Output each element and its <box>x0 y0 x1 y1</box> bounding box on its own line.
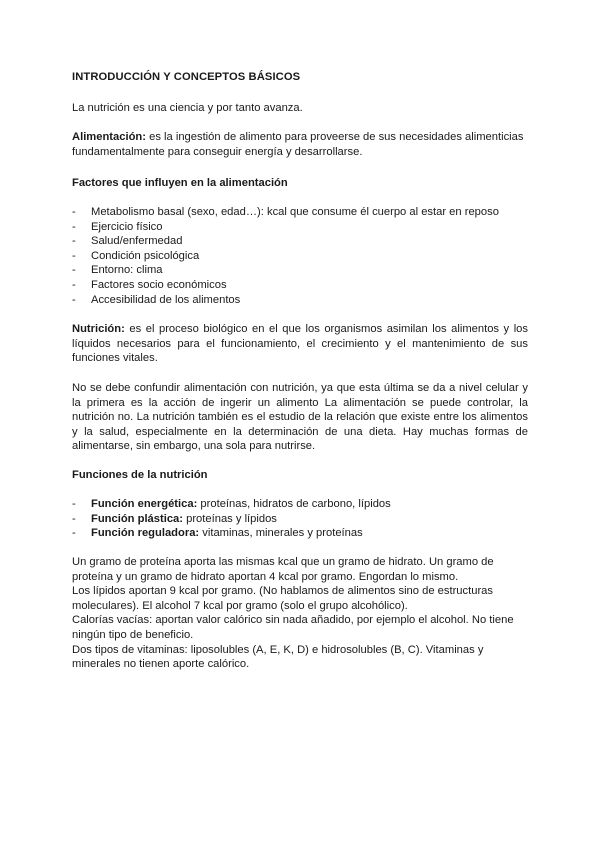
list-item: - Accesibilidad de los alimentos <box>72 293 528 308</box>
factores-list <box>72 205 528 307</box>
list-item: - Salud/enfermedad <box>72 234 528 249</box>
nutricion-definition <box>72 322 528 366</box>
intro-paragraph: La nutrición es una ciencia y por tanto avanza. <box>72 102 303 114</box>
alimentacion-definition <box>72 130 528 159</box>
funciones-list <box>72 497 528 541</box>
alimentacion-text: es la ingestión de alimento para proveerse de sus necesidades alimenticias fundamentalmente para conseguir energía y desarrollarse. <box>72 131 524 158</box>
list-item: - Metabolismo basal (sexo, edad…): kcal que consume él cuerpo al estar en reposo <box>72 205 528 220</box>
funciones-heading: Funciones de la nutrición <box>72 469 208 481</box>
funcion-text: vitaminas, minerales y proteínas <box>199 527 363 540</box>
nutricion-text: es el proceso biológico en el que los organismos asimilan los alimentos y los líquidos necesarios para el funcionamiento, el crecimiento y el mantenimiento de sus funciones vitales. <box>72 323 528 365</box>
list-item: - Factores socio económicos <box>72 278 528 293</box>
funcion-term: Función energética: <box>91 498 198 510</box>
funcion-text: proteínas, hidratos de carbono, lípidos <box>197 498 391 510</box>
alimentacion-term: Alimentación: <box>72 131 146 143</box>
page-title: INTRODUCCIÓN Y CONCEPTOS BÁSICOS <box>72 71 301 83</box>
list-item <box>72 526 528 541</box>
nutricion-term: Nutrición: <box>72 323 125 335</box>
funcion-term: Función plástica: <box>91 512 183 525</box>
note-paragraph: Los lípidos aportan 9 kcal por gramo. (No hablamos de alimentos sino de estructuras moleculares). El alcohol 7 kcal por gramo (solo el grupo alcohólico). <box>72 585 493 612</box>
note-paragraph: Dos tipos de vitaminas: liposolubles (A, E, K, D) e hidrosolubles (B, C). Vitaminas y minerales no tienen aporte calórico. <box>72 643 484 671</box>
notes-block <box>72 555 528 672</box>
note-paragraph: Un gramo de proteína aporta las mismas kcal que un gramo de hidrato. Un gramo de proteína y un gramo de hidrato aportan 4 kcal por gramo. Engordan lo mismo. <box>72 556 494 583</box>
list-item <box>72 497 528 512</box>
note-paragraph: Calorías vacías: aportan valor calórico sin nada añadido, por ejemplo el alcohol. No tiene ningún tipo de beneficio. <box>72 614 514 641</box>
list-item <box>72 512 528 527</box>
list-item: - Condición psicológica <box>72 249 528 264</box>
list-item: - Entorno: clima <box>72 263 528 278</box>
factores-heading: Factores que influyen en la alimentación <box>72 177 288 189</box>
funcion-term: Función reguladora: <box>91 527 200 540</box>
confundir-paragraph: No se debe confundir alimentación con nutrición, ya que esta última se da a nivel celular y la primera es la acción de ingerir un alimento La alimentación se puede controlar, la nutrición no. La nutrición también es el estudio de la relación que existe entre los alimentos y la salud, especialmente en la determinación de una dieta. Hay muchas formas de alimentarse, sin embargo, una sola para nutrirse. <box>72 382 528 453</box>
list-item: - Ejercicio físico <box>72 220 528 235</box>
funcion-text: proteínas y lípidos <box>183 512 277 525</box>
